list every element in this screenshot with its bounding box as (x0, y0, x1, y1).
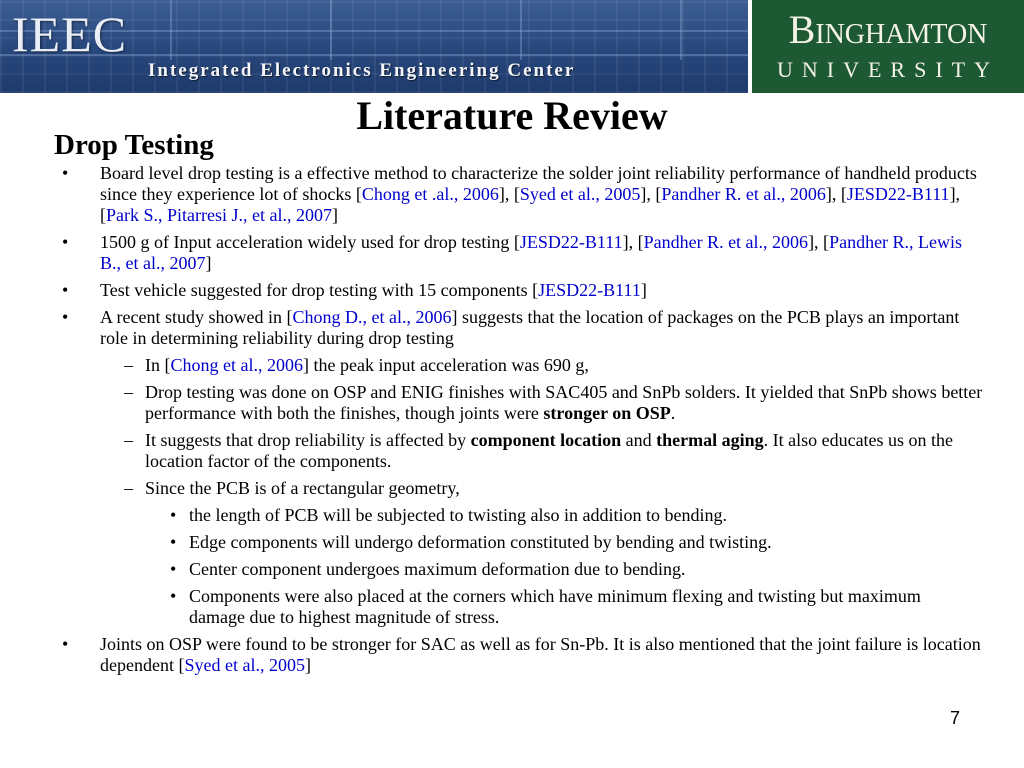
bullet-item-level-1 (0, 232, 1024, 274)
bullet-marker: • (62, 280, 69, 300)
bullet-text: Drop testing was done on OSP and ENIG finishes with SAC405 and SnPb solders. It yielded that SnPb shows better performance with both the finishes, though joints were (145, 382, 983, 423)
citation-link: Chong et al., 2006 (170, 355, 303, 375)
bullet-text: and (621, 430, 657, 450)
bullet-text: A recent study showed in [ (100, 307, 293, 327)
bullet-item-level-1 (0, 280, 1024, 301)
bullet-text: ] (304, 655, 311, 675)
bullet-text: ], [ (498, 184, 520, 204)
bold-text: component location (470, 430, 622, 450)
bullet-item-level-1 (0, 634, 1024, 676)
citation-link: Syed et al., 2005 (184, 655, 305, 675)
bullet-text: Board level drop testing is a effective method to characterize the solder joint reliability performance of handheld products since they experience lot of shocks [ (100, 163, 977, 204)
bullet-text: ] (640, 280, 647, 300)
slide-title: Literature Review (356, 93, 668, 138)
bullet-text: ] (205, 253, 212, 273)
bullet-text: . (670, 403, 676, 423)
bullet-text: ], [ (808, 232, 830, 252)
bullet-marker: • (62, 634, 69, 654)
citation-link: Syed et al., 2005 (519, 184, 641, 204)
bullet-text: Since the PCB is of a rectangular geometry, (145, 478, 460, 498)
bullet-marker: • (170, 559, 177, 579)
binghamton-name: Binghamton (788, 7, 988, 52)
bullet-text: In [ (145, 355, 171, 375)
bullet-marker: – (124, 478, 133, 498)
binghamton-logo (752, 0, 1024, 93)
bullet-text: ] (331, 205, 338, 225)
circuit-trace (170, 0, 172, 60)
bullet-text: . It also educates us on the location factor of the components. (145, 430, 954, 471)
bullet-marker: • (62, 163, 69, 183)
citation-link: JESD22-B111 (846, 184, 950, 204)
bullet-marker: – (124, 355, 133, 375)
bullet-item-level-2 (0, 430, 1024, 472)
bullet-text: ], [ (640, 184, 662, 204)
bullet-item-level-1 (0, 307, 1024, 349)
bold-text: thermal aging (656, 430, 764, 450)
circuit-trace (680, 0, 682, 60)
bullet-text: ], [ (622, 232, 644, 252)
circuit-trace (330, 0, 332, 60)
bullet-text: Edge components will undergo deformation constituted by bending and twisting. (189, 532, 772, 552)
bullet-item-level-3 (0, 586, 1024, 628)
bullet-text: 1500 g of Input acceleration widely used for drop testing [ (100, 232, 520, 252)
citation-link: Pandher R. et al., 2006 (643, 232, 809, 252)
bullet-item-level-1 (0, 163, 1024, 226)
bullet-item-level-3 (0, 559, 1024, 580)
bullet-item-level-2 (0, 355, 1024, 376)
bullet-marker: • (62, 232, 69, 252)
bullet-marker: • (62, 307, 69, 327)
citation-link: JESD22-B111 (538, 280, 641, 300)
bullet-item-level-3 (0, 532, 1024, 553)
citation-link: JESD22-B111 (519, 232, 623, 252)
citation-link: Chong D., et al., 2006 (292, 307, 452, 327)
bullet-text: ], [ (825, 184, 847, 204)
citation-link: Park S., Pitarresi J., et al., 2007 (106, 205, 332, 225)
bullet-text: Joints on OSP were found to be stronger for SAC as well as for Sn-Pb. It is also mentioned that the joint failure is location dependent [ (100, 634, 981, 675)
bullet-text: ], [ (100, 184, 961, 225)
bullet-list (0, 163, 1024, 682)
citation-link: Pandher R. et al., 2006 (661, 184, 826, 204)
bullet-text: It suggests that drop reliability is affected by (145, 430, 471, 450)
bold-text: stronger on OSP (543, 403, 671, 423)
ieec-logo: IEEC (12, 6, 128, 62)
bullet-text: the length of PCB will be subjected to twisting also in addition to bending. (189, 505, 727, 525)
university-label: UNIVERSITY (777, 57, 999, 82)
bullet-marker: – (124, 430, 133, 450)
bullet-item-level-2 (0, 382, 1024, 424)
bullet-text: Center component undergoes maximum deformation due to bending. (189, 559, 686, 579)
ieec-subtitle: Integrated Electronics Engineering Center (148, 60, 576, 81)
circuit-trace (520, 0, 522, 60)
page-number: 7 (949, 708, 960, 728)
bullet-item-level-2 (0, 478, 1024, 499)
citation-link: Chong et .al., 2006 (361, 184, 499, 204)
bullet-marker: – (124, 382, 133, 402)
bullet-marker: • (170, 505, 177, 525)
bullet-text: Test vehicle suggested for drop testing with 15 components [ (100, 280, 539, 300)
bullet-text: ] the peak input acceleration was 690 g, (303, 355, 589, 375)
bullet-item-level-3 (0, 505, 1024, 526)
bullet-marker: • (170, 586, 177, 606)
citation-link: Pandher R., Lewis B., et al., 2007 (100, 232, 963, 273)
bullet-text: ] suggests that the location of packages on the PCB plays an important role in determining reliability during drop testing (100, 307, 960, 348)
ieec-header-banner (0, 0, 748, 93)
section-subtitle: Drop Testing (54, 129, 214, 161)
bullet-marker: • (170, 532, 177, 552)
bullet-text: Components were also placed at the corners which have minimum flexing and twisting but maximum damage due to highest magnitude of stress. (189, 586, 921, 627)
